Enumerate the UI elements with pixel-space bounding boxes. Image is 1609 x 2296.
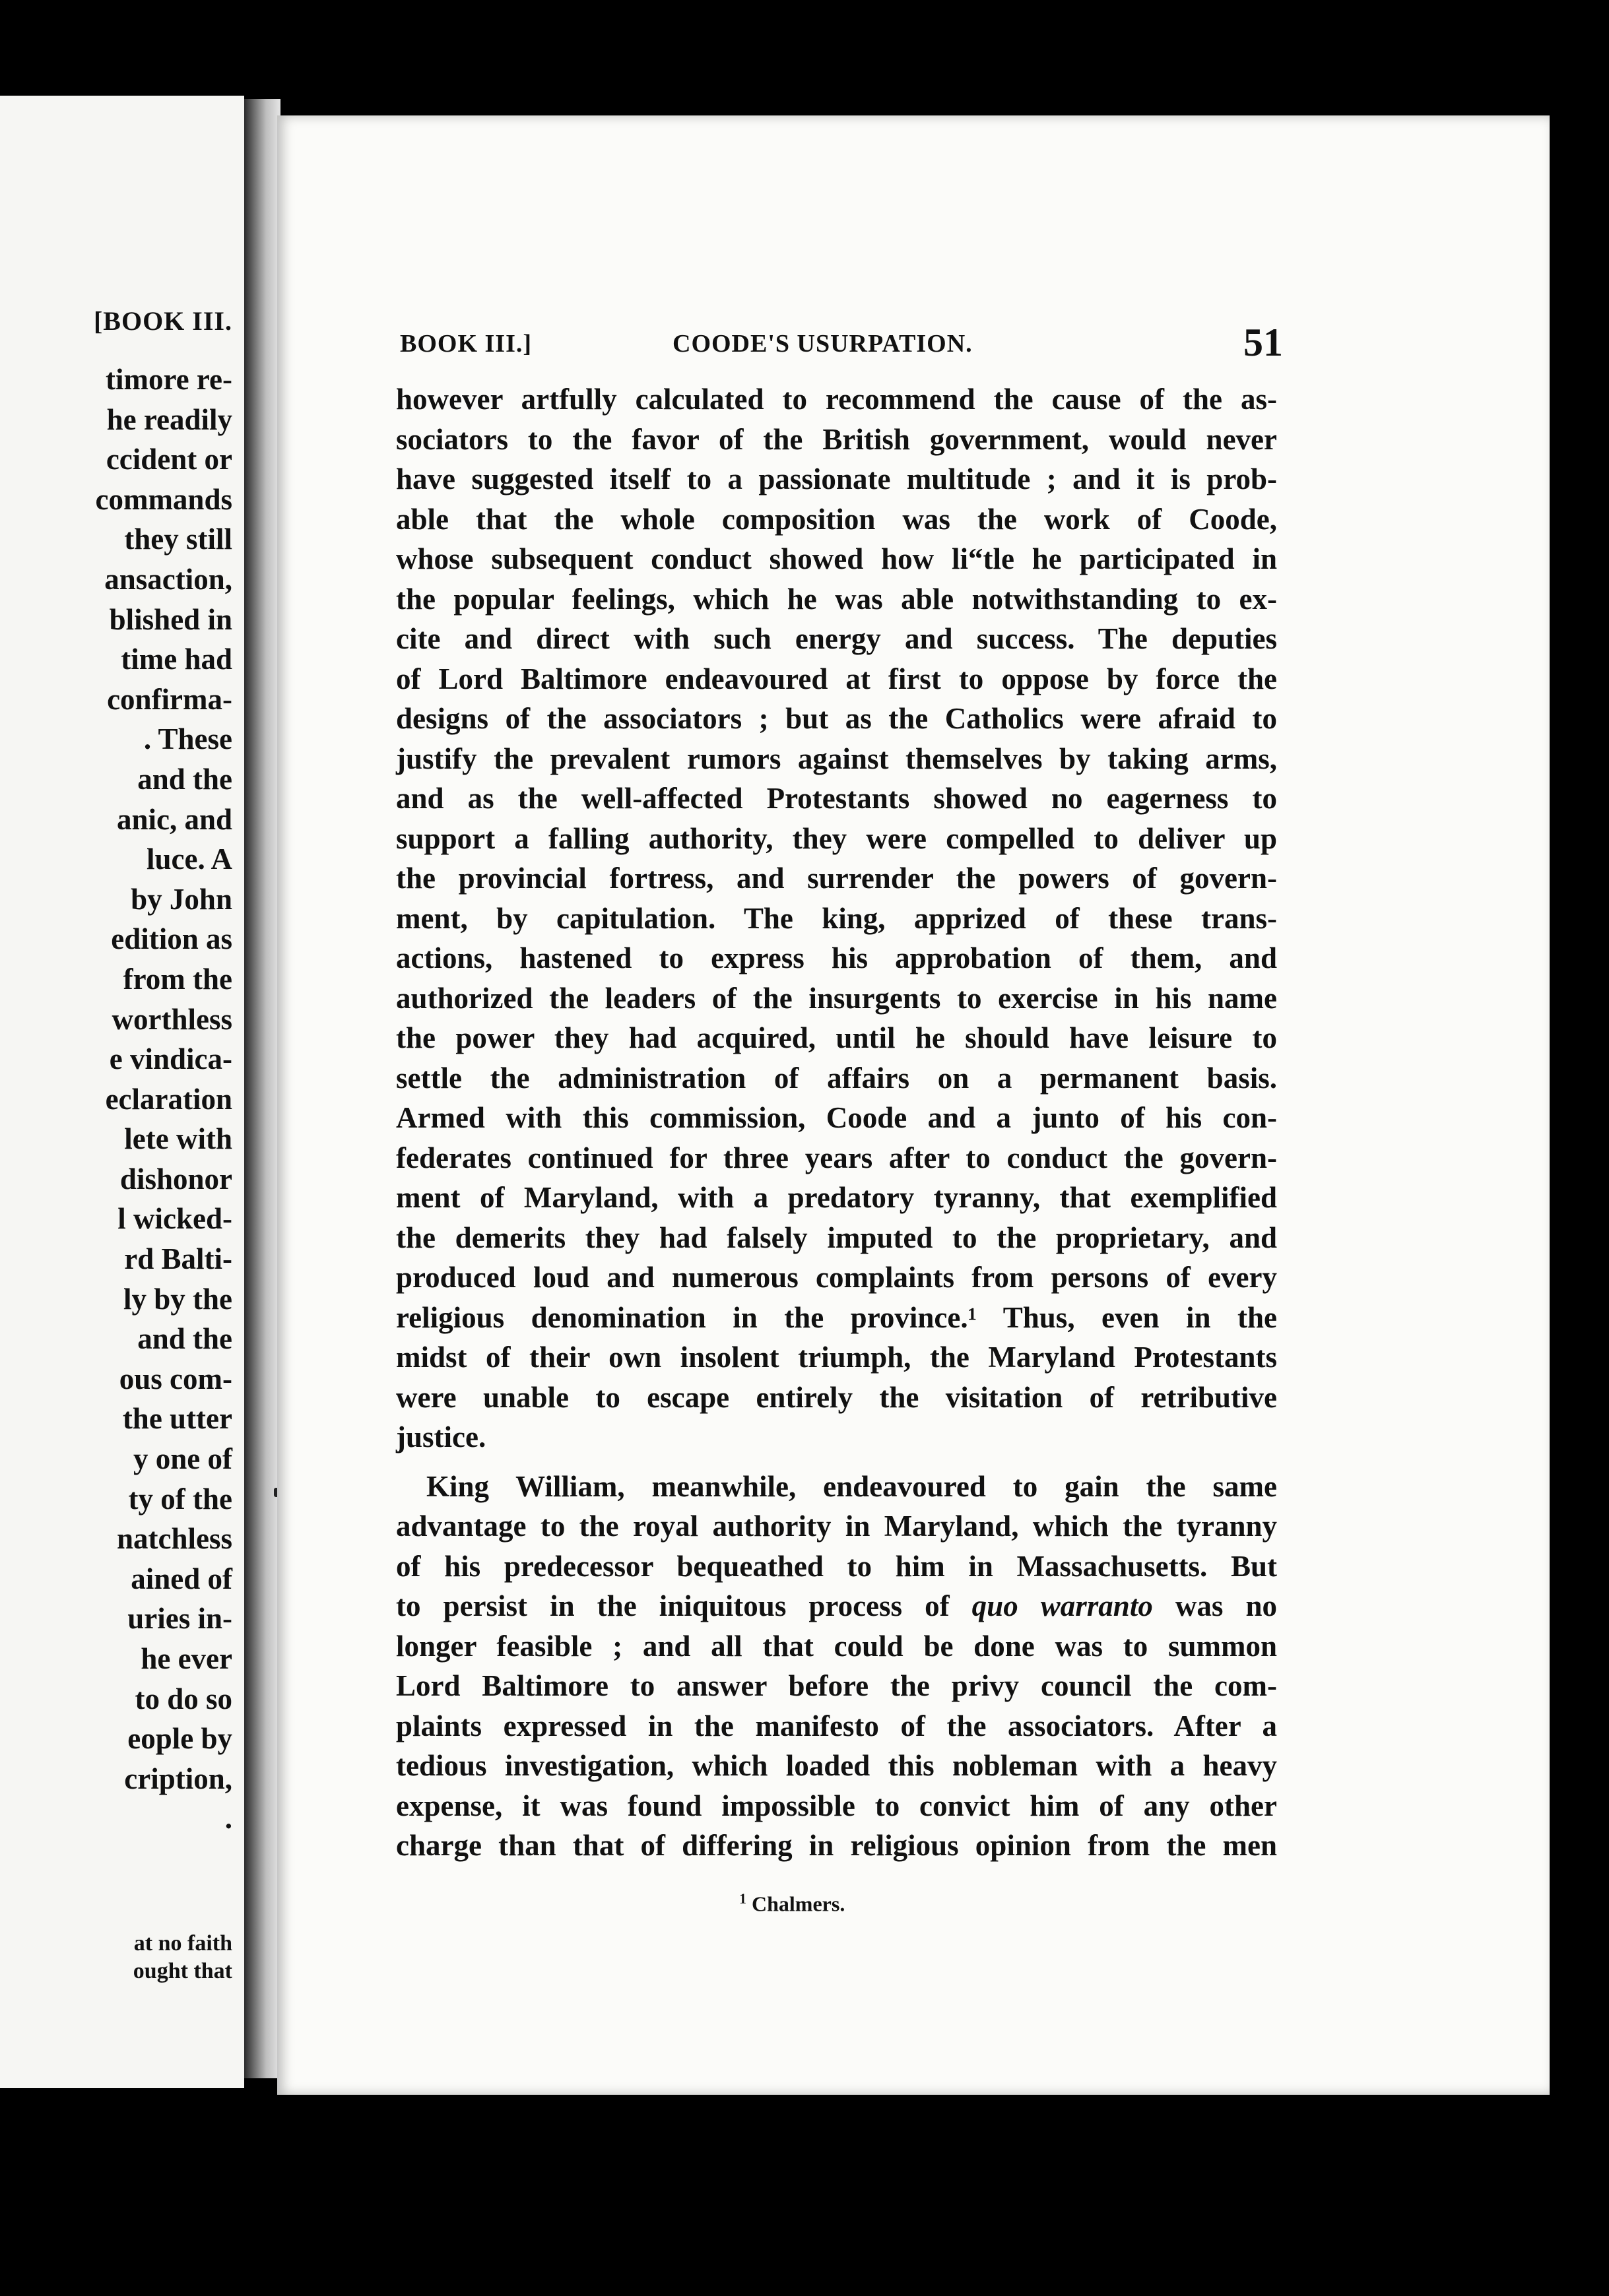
left-page-footnotes: [0, 1930, 232, 1985]
header-book-label: BOOK III.]: [400, 330, 533, 358]
previous-page-fragment: [0, 96, 244, 2088]
left-text-line: he readily: [106, 402, 232, 436]
text-line: charge than that of differing in religious opinion from the men: [396, 1829, 1277, 1862]
text-line: plaints expressed in the manifesto of the associators. After a: [396, 1709, 1277, 1742]
running-header: [400, 320, 1283, 364]
left-text-line: ained of: [131, 1562, 232, 1595]
footnote-text: Chalmers.: [752, 1892, 845, 1916]
left-text-line: and the: [137, 1322, 232, 1356]
left-text-line: ansaction,: [104, 562, 232, 596]
left-text-line: timore re-: [106, 363, 232, 396]
left-text-line: natchless: [116, 1522, 232, 1556]
text-line: cite and direct with such energy and success. The deputies: [396, 622, 1277, 655]
book-gutter: [244, 99, 280, 2078]
footnote: [739, 1890, 845, 1917]
text-line: sociators to the favor of the British government, would never: [396, 422, 1277, 456]
left-text-line: cription,: [124, 1762, 232, 1795]
left-text-line: dishonor: [119, 1162, 232, 1196]
text-line: however artfully calculated to recommend the cause of the as-: [396, 383, 1277, 416]
left-text-line: e vindica-: [109, 1042, 232, 1076]
left-text-line: .: [224, 1802, 232, 1835]
text-line: to persist in the iniquitous process of quo warranto was no: [396, 1589, 1277, 1622]
text-line: whose subsequent conduct showed how li“tle he participated in: [396, 542, 1277, 575]
header-chapter-title: COODE'S USURPATION.: [673, 330, 973, 358]
left-text-line: . These: [143, 722, 232, 756]
current-page: [277, 115, 1550, 2095]
left-text-line: edition as: [111, 922, 232, 956]
footnote-marker: 1: [739, 1890, 746, 1907]
left-page-text: [0, 360, 232, 1839]
text-line: justify the prevalent rumors against themselves by taking arms,: [396, 742, 1277, 775]
text-line: the power they had acquired, until he should have leisure to: [396, 1021, 1277, 1054]
left-text-line: luce. A: [147, 843, 232, 876]
text-line: settle the administration of affairs on a permanent basis.: [396, 1061, 1277, 1095]
text-line: expense, it was found impossible to convict him of any other: [396, 1789, 1277, 1822]
text-line: the popular feelings, which he was able notwithstanding to ex-: [396, 582, 1277, 616]
left-text-line: blished in: [109, 602, 232, 636]
text-line: ment of Maryland, with a predatory tyranny, that exemplified: [396, 1181, 1277, 1214]
left-text-line: the utter: [122, 1402, 232, 1436]
left-text-line: l wicked-: [117, 1202, 232, 1236]
left-running-header: [BOOK III.: [93, 306, 232, 336]
text-line: Lord Baltimore to answer before the privy council the com-: [396, 1669, 1277, 1702]
italic-phrase: quo warranto: [971, 1589, 1153, 1622]
left-text-line: they still: [124, 523, 232, 556]
page-body: [396, 379, 1277, 1866]
paragraph-2: [396, 1467, 1277, 1866]
text-line: tedious investigation, which loaded this nobleman with a heavy: [396, 1749, 1277, 1782]
left-text-line: anic, and: [116, 802, 232, 836]
text-line: were unable to escape entirely the visitation of retributive: [396, 1380, 1277, 1414]
text-line: the demerits they had falsely imputed to the proprietary, and: [396, 1221, 1277, 1254]
text-line: support a falling authority, they were compelled to deliver up: [396, 821, 1277, 855]
left-text-line: confirma-: [107, 682, 232, 716]
left-text-line: and the: [137, 762, 232, 796]
text-line: designs of the associators ; but as the Catholics were afraid to: [396, 702, 1277, 735]
left-text-line: time had: [121, 643, 232, 676]
text-line: have suggested itself to a passionate multitude ; and it is prob-: [396, 462, 1277, 495]
left-text-line: ty of the: [128, 1482, 232, 1515]
text-line: Armed with this commission, Coode and a junto of his con-: [396, 1101, 1277, 1134]
left-text-line: ous com-: [119, 1362, 232, 1395]
left-text-line: eclaration: [105, 1082, 232, 1116]
left-text-line: lete with: [124, 1122, 232, 1156]
left-text-line: by John: [131, 882, 232, 916]
text-line: midst of their own insolent triumph, the Maryland Protestants: [396, 1341, 1277, 1374]
text-line: authorized the leaders of the insurgents to exercise in his name: [396, 981, 1277, 1015]
text-line: longer feasible ; and all that could be done was to summon: [396, 1629, 1277, 1663]
left-text-line: ly by the: [123, 1282, 232, 1316]
text-line: and as the well-affected Protestants showed no eagerness to: [396, 782, 1277, 815]
left-text-line: to do so: [135, 1682, 232, 1715]
text-line: the provincial fortress, and surrender the powers of govern-: [396, 862, 1277, 895]
left-text-line: eople by: [127, 1722, 232, 1756]
text-line: produced loud and numerous complaints from persons of every: [396, 1261, 1277, 1294]
left-text-line: uries in-: [127, 1602, 232, 1636]
text-line: religious denomination in the province.¹ Thus, even in the: [396, 1300, 1277, 1334]
left-text-line: commands: [95, 482, 232, 516]
text-line: of Lord Baltimore endeavoured at first to oppose by force the: [396, 662, 1277, 695]
text-line: federates continued for three years after to conduct the govern-: [396, 1141, 1277, 1174]
left-text-line: from the: [123, 962, 232, 996]
page-number: 51: [1243, 321, 1283, 364]
left-footnote-line: ought that: [133, 1959, 232, 1983]
paragraph-1: [396, 379, 1277, 1457]
text-line: King William, meanwhile, endeavoured to gain the same: [426, 1469, 1277, 1503]
text-line: ment, by capitulation. The king, apprized of these trans-: [396, 901, 1277, 935]
left-text-line: he ever: [141, 1642, 232, 1675]
text-line: able that the whole composition was the work of Coode,: [396, 502, 1277, 536]
left-footnote-line: at no faith: [133, 1931, 232, 1956]
left-text-line: ccident or: [106, 443, 232, 476]
text-line: advantage to the royal authority in Maryland, which the tyranny: [396, 1510, 1277, 1543]
left-text-line: rd Balti-: [124, 1242, 232, 1276]
text-line: of his predecessor bequeathed to him in Massachusetts. But: [396, 1549, 1277, 1583]
left-text-line: y one of: [133, 1442, 232, 1476]
text-line: justice.: [396, 1420, 486, 1453]
left-text-line: worthless: [112, 1002, 232, 1036]
text-line: actions, hastened to express his approbation of them, and: [396, 941, 1277, 974]
